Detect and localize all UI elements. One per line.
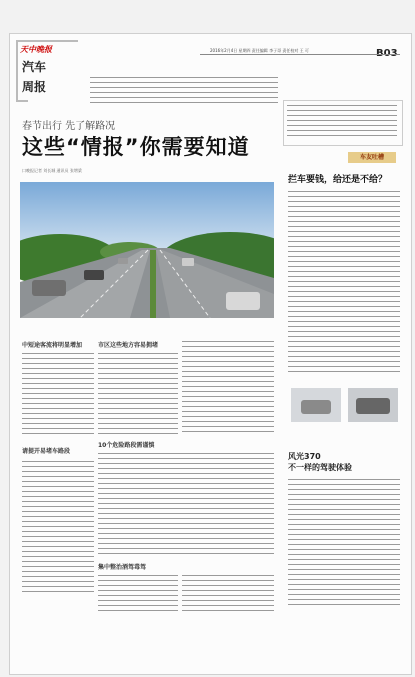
lead-headline: 这些“情报”你需要知道 [22, 135, 250, 159]
car-photo-1 [291, 388, 341, 422]
section-title-auto: 汽车 [22, 60, 47, 74]
lead-byline: 口晚报记者 刘长城 通讯员 张增梁 [22, 168, 82, 173]
sidebar-headline-2-line2: 不一样的驾驶体验 [288, 463, 352, 472]
section-title-weekly: 周报 [22, 80, 47, 94]
page-number: B03 [376, 48, 398, 59]
subhead-5: 集中整治酒驾毒驾 [98, 564, 147, 571]
sidebar-headline: 拦车要钱，给还是不给？ [288, 175, 388, 185]
sidebar-text-b [288, 478, 400, 606]
masthead-logo: 天中晚报 [20, 44, 52, 54]
dateline: 2016年2月4日 星期四 责任编辑 李子哥 责任校对 王 可 [210, 48, 309, 53]
column2-text-c [98, 574, 178, 614]
sidebar-headline-2-line1: 风光370 [288, 452, 321, 461]
column3-text-c [182, 574, 274, 614]
column1-text-b [22, 460, 94, 596]
subhead-2: 市区这些地方容易拥堵 [98, 342, 159, 349]
subhead-4: 10个危险路段需谨慎 [98, 442, 155, 449]
sidebar-text-a [288, 190, 400, 376]
header-rule [200, 54, 400, 55]
column1-text-a [22, 352, 94, 436]
sidebar-tag: 车友吐槽 [348, 152, 396, 163]
car-photo-2 [348, 388, 398, 422]
highway-photo [20, 182, 274, 318]
sidebar-headline-2 [288, 451, 352, 473]
column2-text-a [98, 352, 178, 436]
editor-note-text [287, 104, 397, 140]
subhead-1: 中短途客流将明显增加 [22, 342, 83, 349]
column2-text-b [98, 452, 274, 558]
intro-paragraph [90, 76, 278, 104]
subhead-3: 请提开易堵车路段 [22, 448, 71, 455]
lead-kicker: 春节出行 先了解路况 [22, 121, 116, 132]
column3-text-a [182, 340, 274, 436]
